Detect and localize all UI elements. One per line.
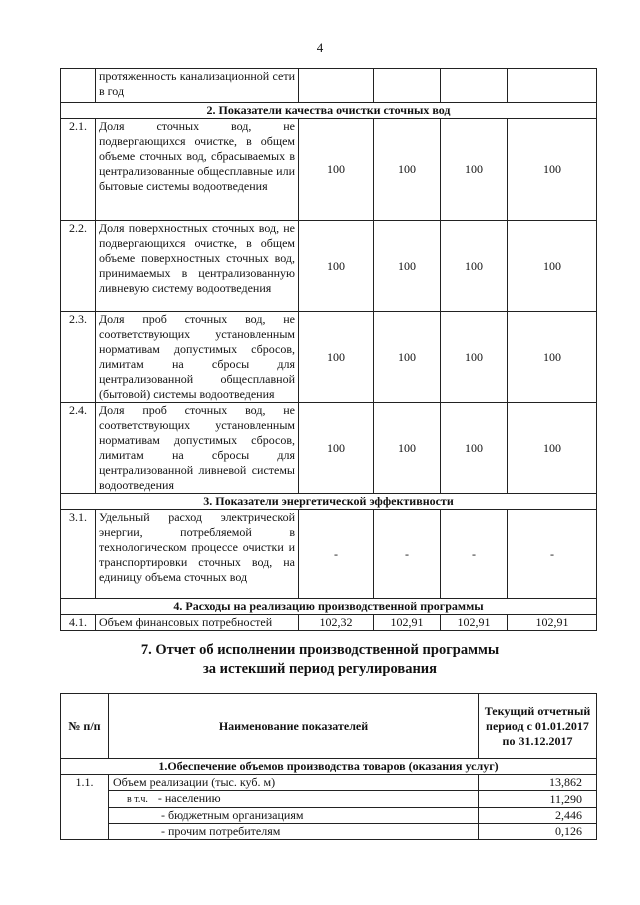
section-heading — [0, 641, 640, 679]
table-row — [61, 403, 597, 494]
row-num: 2.3. — [61, 312, 96, 403]
value-cell: 100 — [508, 119, 597, 221]
value-cell: 100 — [441, 221, 508, 312]
section-header: 1.Обеспечение объемов производства товаров (оказания услуг) — [61, 759, 597, 775]
row-num: 2.4. — [61, 403, 96, 494]
value-cell: 100 — [374, 403, 441, 494]
row-name: - бюджетным организациям — [109, 808, 479, 824]
value-cell: 100 — [441, 403, 508, 494]
row-name: - прочим потребителям — [109, 824, 479, 840]
value-cell: 100 — [441, 119, 508, 221]
row-desc: Доля проб сточных вод, не соответствующих установленным нормативам допустимых сбросов, лимитам на сбросы для централизованной общесплавной (бытовой) системы водоотведения — [96, 312, 299, 403]
value-cell: 100 — [441, 312, 508, 403]
heading-line-1: 7. Отчет об исполнении производственной программы — [140, 642, 500, 658]
heading-line-2: за истекший период регулирования — [202, 661, 438, 677]
page-number: 4 — [316, 40, 324, 55]
indicators-table — [60, 68, 597, 631]
value-cell: 100 — [374, 312, 441, 403]
report-table — [60, 693, 597, 840]
row-name: - населению — [157, 791, 221, 805]
value-cell: 11,290 — [479, 791, 597, 808]
section-header: 3. Показатели энергетической эффективности — [61, 494, 597, 510]
table-row — [61, 824, 597, 840]
table-row — [61, 775, 597, 791]
row-num: 3.1. — [61, 510, 96, 599]
table-row — [61, 312, 597, 403]
value-cell: 102,91 — [508, 615, 597, 631]
row-desc: протяженность канализационной сети в год — [96, 69, 299, 103]
row-name: Объем реализации (тыс. куб. м) — [109, 775, 479, 791]
value-cell: - — [299, 510, 374, 599]
value-cell: 100 — [374, 221, 441, 312]
row-num: 2.2. — [61, 221, 96, 312]
row-desc: Объем финансовых потребностей — [96, 615, 299, 631]
table-row — [61, 791, 597, 808]
value-cell: 0,126 — [479, 824, 597, 840]
value-cell: 102,91 — [374, 615, 441, 631]
row-num: 1.1. — [61, 775, 109, 840]
value-cell: 100 — [508, 403, 597, 494]
value-cell: 100 — [374, 119, 441, 221]
value-cell: 100 — [299, 119, 374, 221]
value-cell: - — [441, 510, 508, 599]
table-row — [61, 119, 597, 221]
section-header: 4. Расходы на реализацию производственной программы — [61, 599, 597, 615]
header-period: Текущий отчетный период с 01.01.2017 по 31.12.2017 — [479, 694, 597, 759]
table-row — [61, 510, 597, 599]
value-cell: - — [374, 510, 441, 599]
value-cell: 2,446 — [479, 808, 597, 824]
table-row — [61, 615, 597, 631]
value-cell: 100 — [508, 312, 597, 403]
value-cell: 100 — [299, 312, 374, 403]
row-desc: Удельный расход электрической энергии, потребляемой в технологическом процессе очистки и транспортировки сточных вод, на единицу объема сточных вод — [96, 510, 299, 599]
header-num: № п/п — [61, 694, 109, 759]
row-prefix: в т.ч. — [127, 794, 148, 805]
row-desc: Доля сточных вод, не подвергающихся очистке, в общем объеме сточных вод, сбрасываемых в централизованные общесплавные или бытовые системы водоотведения — [96, 119, 299, 221]
row-num: 2.1. — [61, 119, 96, 221]
table-row — [61, 808, 597, 824]
row-desc: Доля поверхностных сточных вод, не подвергающихся очистке, в общем объеме поверхностных сточных вод, принимаемых в централизованную ливневую систему водоотведения — [96, 221, 299, 312]
value-cell: 102,32 — [299, 615, 374, 631]
section-header: 2. Показатели качества очистки сточных вод — [61, 103, 597, 119]
value-cell: 13,862 — [479, 775, 597, 791]
table-row — [61, 69, 597, 103]
table-row — [61, 221, 597, 312]
row-desc: Доля проб сточных вод, не соответствующих установленным нормативам допустимых сбросов, лимитам на сбросы для централизованной ливневой системы водоотведения — [96, 403, 299, 494]
value-cell: 100 — [299, 403, 374, 494]
value-cell: 100 — [508, 221, 597, 312]
value-cell: 100 — [299, 221, 374, 312]
value-cell: - — [508, 510, 597, 599]
value-cell: 102,91 — [441, 615, 508, 631]
header-name: Наименование показателей — [109, 694, 479, 759]
row-num: 4.1. — [61, 615, 96, 631]
